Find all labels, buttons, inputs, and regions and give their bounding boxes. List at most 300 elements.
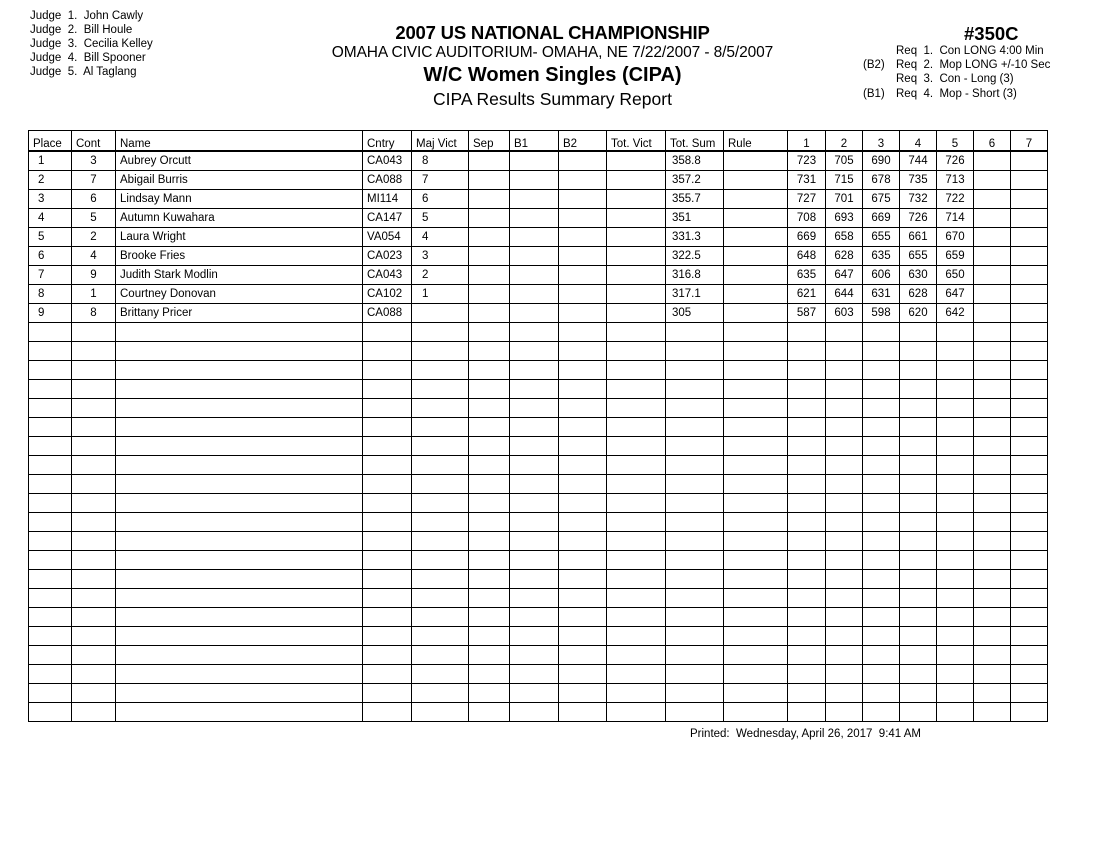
table-cell (900, 551, 937, 570)
table-cell (363, 627, 412, 646)
requirement-text: Req 1. Con LONG 4:00 Min (896, 45, 1044, 57)
column-header: Cntry (363, 131, 412, 152)
table-cell (788, 361, 826, 380)
table-cell (559, 304, 607, 323)
table-cell (1011, 380, 1048, 399)
table-cell (724, 399, 788, 418)
table-cell (363, 418, 412, 437)
table-cell (1011, 266, 1048, 285)
table-cell: 2 (72, 228, 116, 247)
table-cell: 1 (412, 285, 469, 304)
table-cell (363, 437, 412, 456)
table-cell (724, 513, 788, 532)
table-cell (900, 703, 937, 722)
table-cell (826, 532, 863, 551)
table-cell: 650 (937, 266, 974, 285)
table-cell (363, 475, 412, 494)
table-header-row (29, 131, 1048, 152)
table-cell (363, 551, 412, 570)
judge-name: Al Taglang (83, 66, 137, 78)
table-cell (559, 608, 607, 627)
table-cell (559, 703, 607, 722)
table-cell (116, 646, 363, 665)
table-cell (510, 608, 559, 627)
table-cell (826, 589, 863, 608)
table-cell (974, 475, 1011, 494)
table-cell (72, 608, 116, 627)
table-cell (363, 323, 412, 342)
table-cell (607, 475, 666, 494)
table-cell (937, 608, 974, 627)
column-header: Cont (72, 131, 116, 152)
table-cell (724, 190, 788, 209)
empty-table-row (29, 361, 1048, 380)
requirement-line (858, 87, 1058, 101)
table-cell (724, 475, 788, 494)
table-cell (510, 494, 559, 513)
table-cell (116, 380, 363, 399)
table-cell (469, 475, 510, 494)
table-cell (1011, 627, 1048, 646)
printed-timestamp: Printed: Wednesday, April 26, 2017 9:41 AM (690, 728, 921, 740)
table-cell (469, 380, 510, 399)
table-cell (607, 532, 666, 551)
table-cell (900, 627, 937, 646)
table-cell (469, 703, 510, 722)
table-cell (607, 437, 666, 456)
table-cell (607, 494, 666, 513)
table-cell (72, 665, 116, 684)
table-cell (900, 570, 937, 589)
table-cell (974, 665, 1011, 684)
table-cell (510, 342, 559, 361)
table-cell (469, 551, 510, 570)
table-cell: CA147 (363, 209, 412, 228)
table-cell (974, 437, 1011, 456)
table-cell (72, 494, 116, 513)
table-cell: 723 (788, 151, 826, 171)
table-cell (666, 551, 724, 570)
empty-table-row (29, 532, 1048, 551)
table-cell (974, 589, 1011, 608)
table-cell: 726 (937, 151, 974, 171)
table-cell (937, 570, 974, 589)
table-cell (559, 475, 607, 494)
column-header: Maj Vict (412, 131, 469, 152)
judge-name: Bill Spooner (83, 52, 146, 64)
table-cell (724, 589, 788, 608)
table-cell (863, 551, 900, 570)
empty-table-row (29, 570, 1048, 589)
table-cell (863, 323, 900, 342)
table-cell (607, 285, 666, 304)
table-cell (29, 513, 72, 532)
table-cell (1011, 209, 1048, 228)
table-cell (116, 589, 363, 608)
table-cell (116, 475, 363, 494)
empty-table-row (29, 589, 1048, 608)
table-cell (469, 646, 510, 665)
table-cell (666, 437, 724, 456)
table-cell (666, 475, 724, 494)
empty-table-row (29, 608, 1048, 627)
table-cell (974, 380, 1011, 399)
table-cell (900, 323, 937, 342)
table-cell (974, 608, 1011, 627)
championship-title: 2007 US NATIONAL CHAMPIONSHIP (395, 22, 710, 43)
table-cell: CA023 (363, 247, 412, 266)
table-cell: 705 (826, 151, 863, 171)
column-header: Name (116, 131, 363, 152)
table-cell (1011, 323, 1048, 342)
table-cell: 3 (72, 151, 116, 171)
table-cell (724, 171, 788, 190)
table-row (29, 247, 1048, 266)
table-cell (559, 247, 607, 266)
empty-table-row (29, 703, 1048, 722)
table-cell (724, 608, 788, 627)
table-cell (510, 380, 559, 399)
table-cell (974, 494, 1011, 513)
table-cell: 2 (29, 171, 72, 190)
column-header: 1 (788, 131, 826, 152)
table-cell (72, 437, 116, 456)
table-cell: 655 (863, 228, 900, 247)
table-cell (974, 342, 1011, 361)
table-cell: 6 (29, 247, 72, 266)
table-cell (29, 665, 72, 684)
table-cell (863, 494, 900, 513)
table-cell (666, 589, 724, 608)
table-cell (826, 627, 863, 646)
table-cell (666, 456, 724, 475)
empty-table-row (29, 684, 1048, 703)
table-cell (826, 361, 863, 380)
table-cell (469, 513, 510, 532)
table-cell (412, 665, 469, 684)
table-cell (863, 380, 900, 399)
table-cell (900, 475, 937, 494)
table-cell (863, 532, 900, 551)
table-cell (559, 665, 607, 684)
table-cell (666, 570, 724, 589)
table-cell (72, 475, 116, 494)
table-cell (412, 380, 469, 399)
table-cell: 628 (900, 285, 937, 304)
table-cell (724, 627, 788, 646)
table-cell (412, 684, 469, 703)
table-cell: 598 (863, 304, 900, 323)
table-cell (116, 627, 363, 646)
table-cell (1011, 151, 1048, 171)
table-cell (412, 304, 469, 323)
table-cell (29, 456, 72, 475)
empty-table-row (29, 665, 1048, 684)
column-header: B1 (510, 131, 559, 152)
table-cell (937, 361, 974, 380)
table-cell (29, 437, 72, 456)
table-cell (666, 703, 724, 722)
table-cell (937, 456, 974, 475)
table-cell (72, 456, 116, 475)
table-cell (788, 323, 826, 342)
table-cell (510, 513, 559, 532)
table-cell: Lindsay Mann (116, 190, 363, 209)
event-requirements (858, 24, 1058, 101)
table-cell (974, 646, 1011, 665)
table-cell (469, 570, 510, 589)
table-cell (1011, 475, 1048, 494)
table-cell (900, 437, 937, 456)
table-cell (469, 247, 510, 266)
table-cell (974, 532, 1011, 551)
table-cell (412, 608, 469, 627)
table-cell (29, 418, 72, 437)
table-cell: 8 (412, 151, 469, 171)
table-cell (788, 437, 826, 456)
table-cell (412, 532, 469, 551)
empty-table-row (29, 627, 1048, 646)
table-cell (724, 684, 788, 703)
table-cell (116, 494, 363, 513)
table-cell (412, 570, 469, 589)
empty-table-row (29, 475, 1048, 494)
empty-table-row (29, 342, 1048, 361)
table-cell (937, 551, 974, 570)
table-cell (412, 418, 469, 437)
judges-list (30, 9, 153, 79)
table-cell (863, 589, 900, 608)
table-cell: 732 (900, 190, 937, 209)
table-cell (72, 380, 116, 399)
table-cell (788, 532, 826, 551)
table-cell (724, 342, 788, 361)
column-header: Place (29, 131, 72, 152)
table-cell (1011, 190, 1048, 209)
table-cell (863, 665, 900, 684)
table-cell (863, 684, 900, 703)
table-cell (510, 589, 559, 608)
table-cell (724, 456, 788, 475)
table-cell (724, 665, 788, 684)
table-cell (469, 171, 510, 190)
table-cell (116, 399, 363, 418)
table-cell (974, 513, 1011, 532)
table-cell (826, 380, 863, 399)
judge-label: Judge 1. (30, 10, 84, 22)
table-cell (863, 418, 900, 437)
table-cell (412, 627, 469, 646)
empty-table-row (29, 399, 1048, 418)
table-row (29, 151, 1048, 171)
table-cell: 701 (826, 190, 863, 209)
table-cell (469, 627, 510, 646)
table-cell: 5 (412, 209, 469, 228)
table-cell (826, 513, 863, 532)
table-cell (666, 665, 724, 684)
event-code: #350C (964, 23, 1019, 44)
table-cell (788, 342, 826, 361)
table-cell (900, 418, 937, 437)
empty-table-row (29, 456, 1048, 475)
table-cell (510, 361, 559, 380)
table-cell: Abigail Burris (116, 171, 363, 190)
table-cell: 727 (788, 190, 826, 209)
empty-table-row (29, 513, 1048, 532)
table-cell (412, 437, 469, 456)
table-cell: 9 (29, 304, 72, 323)
table-cell (900, 646, 937, 665)
column-header: Tot. Sum (666, 131, 724, 152)
table-cell (116, 570, 363, 589)
table-cell: 642 (937, 304, 974, 323)
table-cell (788, 608, 826, 627)
table-cell (72, 418, 116, 437)
table-cell (363, 608, 412, 627)
table-cell (863, 399, 900, 418)
table-cell (1011, 228, 1048, 247)
table-cell: 358.8 (666, 151, 724, 171)
table-cell (363, 646, 412, 665)
table-cell (29, 475, 72, 494)
table-cell (469, 361, 510, 380)
table-cell (724, 228, 788, 247)
table-cell (788, 589, 826, 608)
table-cell (1011, 589, 1048, 608)
column-header: 7 (1011, 131, 1048, 152)
table-cell (510, 285, 559, 304)
table-cell (937, 513, 974, 532)
table-cell (559, 513, 607, 532)
table-cell (510, 171, 559, 190)
table-cell: 647 (826, 266, 863, 285)
table-cell (974, 418, 1011, 437)
table-cell (412, 342, 469, 361)
column-header: B2 (559, 131, 607, 152)
table-cell (974, 190, 1011, 209)
table-cell (559, 266, 607, 285)
table-cell (900, 456, 937, 475)
table-cell: 5 (29, 228, 72, 247)
results-table (28, 130, 1048, 722)
table-cell: 661 (900, 228, 937, 247)
table-cell (724, 494, 788, 513)
table-cell (412, 475, 469, 494)
table-cell (974, 171, 1011, 190)
table-cell (559, 551, 607, 570)
table-cell (116, 532, 363, 551)
table-cell (469, 494, 510, 513)
table-cell (116, 513, 363, 532)
table-cell (29, 646, 72, 665)
table-cell: 305 (666, 304, 724, 323)
table-cell (559, 228, 607, 247)
table-cell (510, 551, 559, 570)
judge-name: John Cawly (83, 10, 144, 22)
table-cell (607, 323, 666, 342)
table-cell (937, 380, 974, 399)
table-cell (510, 665, 559, 684)
table-cell: 1 (29, 151, 72, 171)
table-cell (116, 456, 363, 475)
requirement-line (858, 58, 1058, 72)
table-cell: CA102 (363, 285, 412, 304)
table-cell (724, 646, 788, 665)
table-cell: 669 (788, 228, 826, 247)
judge-name: Bill Houle (83, 24, 133, 36)
table-cell (1011, 171, 1048, 190)
table-cell (72, 703, 116, 722)
table-cell (29, 684, 72, 703)
table-cell (29, 551, 72, 570)
table-cell (863, 342, 900, 361)
table-cell (559, 285, 607, 304)
table-cell (826, 456, 863, 475)
table-cell (937, 399, 974, 418)
empty-table-row (29, 646, 1048, 665)
table-cell (1011, 703, 1048, 722)
table-cell: 7 (72, 171, 116, 190)
table-cell (788, 513, 826, 532)
judge-label: Judge 3. (30, 38, 84, 50)
table-cell (469, 304, 510, 323)
table-cell (559, 589, 607, 608)
table-cell (607, 380, 666, 399)
table-cell: 3 (412, 247, 469, 266)
table-cell (510, 570, 559, 589)
table-cell (666, 494, 724, 513)
table-cell (510, 437, 559, 456)
table-cell (116, 437, 363, 456)
table-cell (29, 608, 72, 627)
table-cell: 714 (937, 209, 974, 228)
table-cell (412, 323, 469, 342)
table-cell (469, 342, 510, 361)
table-cell (559, 627, 607, 646)
table-cell (788, 551, 826, 570)
table-cell: 675 (863, 190, 900, 209)
table-cell: 744 (900, 151, 937, 171)
column-header: 6 (974, 131, 1011, 152)
table-cell (559, 494, 607, 513)
table-cell (469, 456, 510, 475)
table-cell (974, 551, 1011, 570)
table-cell (469, 608, 510, 627)
table-cell (510, 627, 559, 646)
table-cell (788, 475, 826, 494)
table-cell (29, 570, 72, 589)
table-cell (510, 418, 559, 437)
table-cell (29, 589, 72, 608)
table-cell (607, 665, 666, 684)
judge-entry (30, 65, 153, 79)
table-cell: CA088 (363, 304, 412, 323)
table-cell (863, 475, 900, 494)
table-cell (363, 684, 412, 703)
table-cell (826, 608, 863, 627)
table-cell (666, 399, 724, 418)
table-cell (863, 627, 900, 646)
table-cell (72, 323, 116, 342)
requirement-bonus-tag: (B2) (863, 59, 885, 72)
table-cell (666, 323, 724, 342)
table-cell (788, 456, 826, 475)
table-cell (510, 247, 559, 266)
column-header: 3 (863, 131, 900, 152)
table-cell (788, 494, 826, 513)
table-cell (29, 627, 72, 646)
table-cell (788, 665, 826, 684)
